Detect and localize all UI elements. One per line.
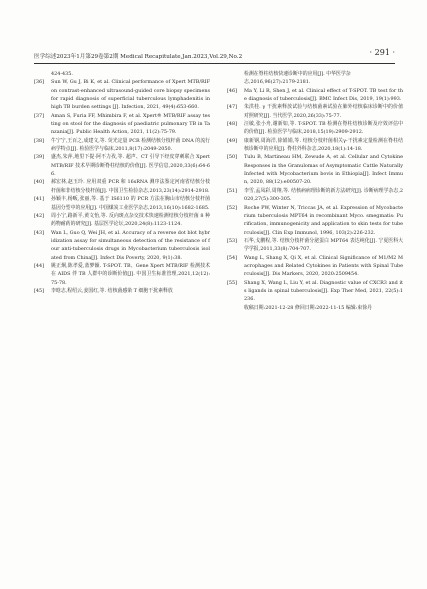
reference-number: [36] bbox=[34, 79, 45, 86]
reference-text: Aman S, Furia FF, Mhimbira F, et al. Xpert® MTB/RIF assay testing on stool for the diagnosis of paediatric pulmonary TB in Tanzania[J]. Public Health Action, 2021, 11(2):75-79. bbox=[51, 112, 210, 136]
reference-text: 康新钢,周海洋,徐娟娟,等. 结核分枝杆菌相关γ-干扰素定量检测在脊柱结核诊断中的应用[J]. 脊柱外科杂志,2020,18(1):14-18. bbox=[244, 137, 403, 153]
reference-column-left bbox=[34, 70, 210, 295]
reference-number: [38] bbox=[34, 137, 45, 144]
reference-column-right bbox=[227, 70, 403, 312]
reference-item bbox=[227, 87, 403, 104]
header-rule bbox=[34, 63, 395, 64]
reference-text: 李晗志,程绍云,姜国红,等. 结核菌感染 T 细胞干扰素释放 bbox=[51, 287, 173, 294]
reference-item bbox=[227, 120, 403, 137]
reference-number: [41] bbox=[34, 196, 45, 203]
reference-item bbox=[34, 287, 210, 295]
reference-number: [53] bbox=[227, 237, 238, 244]
reference-text: 姚正炯,陈孝爱,蓝梦颖. T-SPOT. TB、Gene Xpert MTB/RIF 检测技术在 AIDS 伴 TB 人群中的诊断价值[J]. 中国卫生标准管理,2021,12(12):75-78. bbox=[51, 262, 210, 286]
journal-title: 医学综述2023年1月第29卷第2期 Medical Recapitulate,Jan.2023,Vol.29,No.2 bbox=[34, 54, 243, 60]
running-header bbox=[34, 48, 395, 62]
reference-number: [49] bbox=[227, 137, 238, 144]
reference-text: Wang L, Shang X, Qi X, et al. Clinical Significance of M1/M2 Macrophages and Related Cytokines in Patients with Spinal Tuberculosis[J]. Dis Markers, 2020, 2020:2509454. bbox=[244, 254, 403, 278]
reference-text: Tulu B, Martineau HM, Zewude A, et al. Cellular and Cytokine Responses in the Granulomas of Asymptomatic Cattle Naturally Infected with Mycobacterium bovis in Ethiopia[J]. Infect Immun, 2020, 88(12):e00507-20. bbox=[244, 154, 403, 186]
reference-text: Wan L, Guo Q, Wei JH, et al. Accuracy of a reverse dot blot hybridization assay for simultaneous detection of the resistance of four anti-tuberculosis drugs in Mycobacterium tuberculosis isolated from China[J]. Infect Dis Poverty, 2020, 9(1):38. bbox=[51, 229, 210, 261]
reference-number: [40] bbox=[34, 179, 45, 186]
reference-text: Ma Y, Li R, Shen J, et al. Clinical effect of T-SPOT. TB test for the diagnosis of tuberculosis[J]. BMC Infect Dis, 2019, 19(1):993. bbox=[244, 87, 403, 103]
reference-number: [44] bbox=[34, 262, 45, 269]
reference-item bbox=[34, 229, 210, 262]
reference-number: [50] bbox=[227, 154, 238, 161]
reference-text: Roche PW, Winter N, Triccas JA, et al. Expression of Mycobacterium tuberculosis MPT64 in recombinant Myco. smegmatis: Purification, immunogenicity and application to skin tests for tuberculosis[J]. Clin Exp Immunol, 1996, 103(2):226-232. bbox=[244, 204, 403, 236]
reference-item bbox=[227, 137, 403, 154]
reference-number: [51] bbox=[227, 187, 238, 194]
reference-number: [52] bbox=[227, 204, 238, 211]
reference-item bbox=[34, 153, 210, 178]
reference-item bbox=[227, 237, 403, 254]
reference-item bbox=[34, 78, 210, 111]
reference-item bbox=[227, 153, 403, 186]
reference-text: 汪敏,张小舟,谢新如,等. T-SPOT. TB 检测在脊柱结核诊断及疗效评估中的价值[J]. 检验医学与临床,2018,15(19):2909-2912. bbox=[244, 121, 403, 136]
reference-text: 孙颖丰,杨畈,张丽,等. 基于 IS6110 的 PCR 方法在胸山市结核分枝杆菌基因分型中的应用[J]. 中国煤炭工业医学杂志,2013,16(10):1682-1685. bbox=[51, 196, 210, 211]
reference-item bbox=[227, 204, 403, 237]
reference-number: [55] bbox=[227, 279, 238, 286]
reference-text: 郝宏林,赵玉玲. 应用双重 PCR 和 16sRNA 测序法鉴定河南省结核分枝杆菌和非结核分枝杆菌[J]. 中国卫生检验杂志,2013,23(14):2914-2918. bbox=[51, 179, 210, 194]
reference-text: Sun W, Gu J, Bi K, et al. Clinical performance of Xpert MTB/RIF on contrast-enhanced ultrasound-guided core biopsy specimens for rapid diagnosis of superficial tuberculous lymphadenitis in high TB burden settings [J]. Infection, 2021, 49(4):653-660. bbox=[51, 79, 210, 111]
reference-item bbox=[227, 187, 403, 204]
reference-continuation: 424-435. bbox=[51, 71, 73, 77]
reference-item bbox=[34, 178, 210, 195]
reference-number: [54] bbox=[227, 254, 238, 261]
reference-item bbox=[34, 112, 210, 137]
reference-item bbox=[34, 262, 210, 287]
reference-text: 盛杰,朱萍,地里下提·阿不力孜,等. 超声、CT 引导下经皮穿刺联合 Xpert MTB/RIF 技术早期诊断脊柱结核的价值[J]. 医学信息,2020,33(6):64-66. bbox=[51, 154, 210, 178]
reference-number: [46] bbox=[227, 87, 238, 94]
reference-text: 石华,戈鹏程,等. 结核分枝杆菌分泌蛋白 MPT64 表达纯化[J]. 宁夏医科大学学报,2011,33(8):704-707. bbox=[244, 237, 403, 253]
reference-text: 周小宁,路新平,黄文怡,等. 反向斑点杂交技术快速检测结核分枝杆菌 8 种药物耐药的研究[J]. 基层医学论坛,2020,24(8):1123-1124. bbox=[51, 212, 210, 228]
reference-number: [39] bbox=[34, 154, 45, 161]
reference-item bbox=[227, 254, 403, 279]
reference-item bbox=[227, 103, 403, 120]
reference-text: 牛宁宁,王百之,成建文,等. 荧光定量 PCR 检测结核分枝杆菌 DNA 的流行病学特点[J]. 检验医学与临床,2011,8(17):2049-2050. bbox=[51, 137, 210, 153]
reference-item bbox=[227, 279, 403, 304]
reference-number: [37] bbox=[34, 112, 45, 119]
article-dates-footer: 收稿日期:2021-12-28 修回日期:2022-11-15 编辑:束徐丹 bbox=[244, 304, 373, 311]
reference-text: 李雪,孟凤彩,周翔,等. 结核病病理诊断的新方法研究[J]. 诊断病理学杂志,2020,27(5):300-305. bbox=[244, 187, 403, 203]
page-number: · 291 · bbox=[369, 48, 395, 57]
reference-number: [48] bbox=[227, 121, 238, 128]
reference-number: [47] bbox=[227, 104, 238, 111]
reference-text: 朱洪桂. γ 干扰素释放试验与结核菌素试验在肺外结核临床诊断中的价值对照研究[J]. 当代医学,2020,26(33):75-77. bbox=[244, 104, 403, 119]
reference-number: [42] bbox=[34, 212, 45, 219]
reference-text: Shang X, Wang L, Liu Y, et al. Diagnostic value of CXCR3 and its ligands in spinal tuberculosis[J]. Exp Ther Med, 2021, 22(5):1236. bbox=[244, 279, 403, 303]
reference-item bbox=[34, 137, 210, 154]
reference-continuation: 检测在脊柱结核快速诊断中的应用[J]. 中华医学杂志,2016,96(27):2179-2181. bbox=[244, 71, 351, 86]
reference-item bbox=[34, 212, 210, 229]
reference-number: [43] bbox=[34, 229, 45, 236]
reference-item bbox=[34, 195, 210, 212]
reference-number: [45] bbox=[34, 287, 45, 294]
